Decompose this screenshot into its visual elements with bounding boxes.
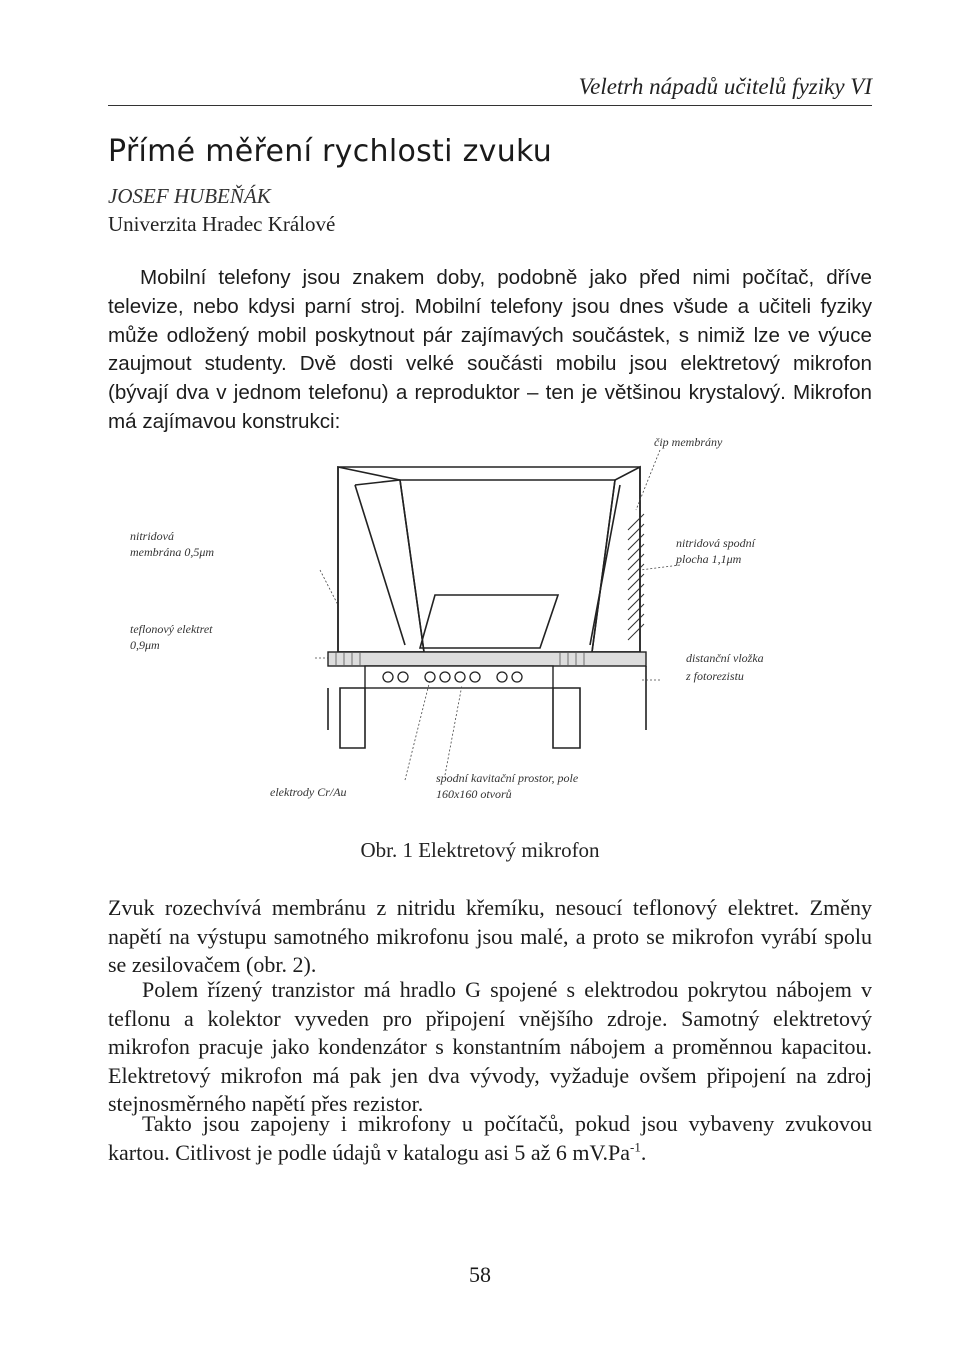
slope-line bbox=[355, 485, 405, 645]
chip-body bbox=[338, 467, 640, 652]
label-cavity-2: 160x160 otvorů bbox=[436, 787, 512, 801]
slope-line bbox=[355, 480, 400, 485]
label-spacer-2: z fotorezistu bbox=[686, 669, 744, 683]
right-support bbox=[553, 688, 580, 748]
label-teflon-2: 0,9μm bbox=[130, 638, 160, 652]
microphone-diagram-svg bbox=[130, 430, 800, 830]
article-title: Přímé měření rychlosti zvuku bbox=[108, 134, 553, 169]
label-nitride-bottom-1: nitridová spodní bbox=[676, 536, 756, 550]
author-name: JOSEF HUBEŇÁK bbox=[108, 184, 271, 208]
microphone-diagram bbox=[130, 430, 800, 830]
chip-cavity bbox=[400, 480, 615, 652]
label-nitride-membrane-2: membrána 0,5μm bbox=[130, 545, 215, 559]
paragraph-intro: Mobilní telefony jsou znakem doby, podobně jako před nimi počítač, dříve televize, nebo kdysi parní stroj. Mobilní telefony jsou dnes všude a učiteli fyziky může odložený mobil poskytnout pár zajímavých součástek, s nimiž lze ve výuce zaujmout studenty. Dvě dosti velké součásti mobilu jsou elektretový mikrofon (bývají dva v jednom telefonu) a reproduktor – ten je většinou krystalový. Mikrofon má zajímavou konstrukci: bbox=[108, 266, 872, 433]
page-number: 58 bbox=[469, 1262, 491, 1287]
running-header: Veletrh nápadů učitelů fyziky VI bbox=[578, 74, 872, 99]
bottom-plate-hatch bbox=[628, 514, 644, 640]
figure-caption: Obr. 1 Elektretový mikrofon bbox=[360, 838, 600, 862]
label-electrodes: elektrody Cr/Au bbox=[270, 785, 347, 799]
label-teflon-1: teflonový elektret bbox=[130, 622, 213, 636]
author-affiliation: Univerzita Hradec Králové bbox=[108, 212, 336, 236]
membrane-layer bbox=[328, 652, 646, 666]
label-spacer-1: distanční vložka bbox=[686, 651, 764, 665]
left-support bbox=[340, 688, 365, 748]
unit-exponent: -1 bbox=[630, 1139, 641, 1155]
paragraph-membrane: Zvuk rozechvívá membránu z nitridu křemíku, nesoucí teflonový elektret. Změny napětí na výstupu samotného mikrofonu jsou malé, a proto se mikrofon vyrábí spolu se zesilovačem (obr. 2). bbox=[108, 895, 872, 978]
label-nitride-membrane-1: nitridová bbox=[130, 529, 174, 543]
sensitivity-text: Takto jsou zapojeny i mikrofony u počítačů, pokud jsou vybaveny zvukovou kartou. Citlivost je podle údajů v katalogu asi 5 až 6 mV.Pa bbox=[108, 1111, 872, 1165]
label-chip: čip membrány bbox=[654, 435, 723, 449]
paragraph-sensitivity bbox=[108, 1110, 872, 1167]
paragraph-transistor: Polem řízený tranzistor má hradlo G spojené s elektrodou pokrytou nábojem v teflonu a kolektor vyveden pro připojení vnějšího zdroje. Samotný elektretový mikrofon pracuje jako kondenzátor s konstantním nábojem a proměnnou kapacitou. Elektretový mikrofon má pak jen dva vývody, vyžaduje ovšem připojení na zdroj stejnosměrného napětí přes rezistor. bbox=[108, 977, 872, 1117]
header-rule bbox=[108, 105, 872, 106]
label-nitride-bottom-2: plocha 1,1μm bbox=[676, 552, 742, 566]
sentence-end: . bbox=[640, 1139, 647, 1165]
label-cavity-1: spodní kavitační prostor, pole bbox=[436, 771, 579, 785]
